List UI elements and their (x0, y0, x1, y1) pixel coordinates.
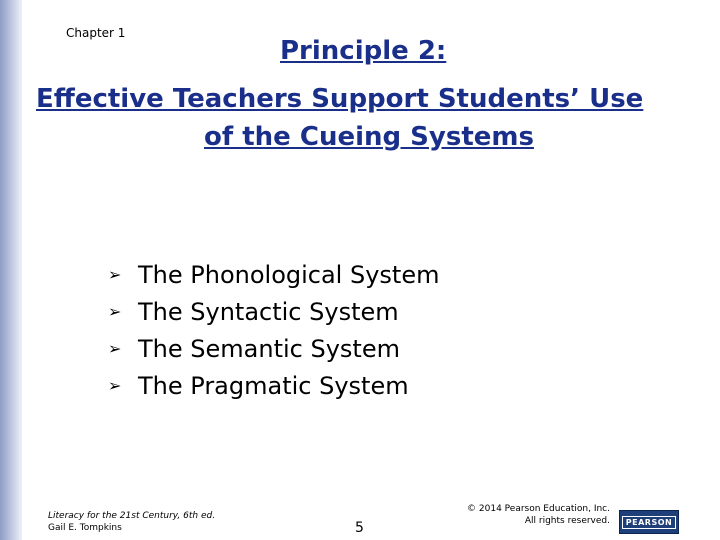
arrow-bullet-icon: ➢ (108, 376, 122, 395)
pearson-logo (619, 510, 679, 534)
copyright-notice (440, 503, 610, 527)
slide-title-line-2: Effective Teachers Support Students’ Use (36, 84, 644, 114)
decorative-side-bar (0, 0, 22, 540)
list-item (108, 256, 439, 293)
bullet-text: The Syntactic System (138, 297, 399, 326)
bullet-list (108, 256, 439, 404)
arrow-bullet-icon: ➢ (108, 302, 122, 321)
list-item (108, 330, 439, 367)
logo-text: PEARSON (622, 516, 676, 529)
slide-title-line-3: of the Cueing Systems (204, 122, 534, 152)
page-number: 5 (355, 520, 364, 536)
bullet-text: The Semantic System (138, 334, 400, 363)
bullet-text: The Phonological System (138, 260, 440, 289)
arrow-bullet-icon: ➢ (108, 339, 122, 358)
bullet-text: The Pragmatic System (138, 371, 409, 400)
list-item (108, 293, 439, 330)
list-item (108, 367, 439, 404)
book-title: Literacy for the 21st Century, 6th ed. (48, 511, 216, 521)
slide-title-line-1: Principle 2: (280, 36, 447, 66)
footer-book-info (48, 510, 215, 534)
chapter-label: Chapter 1 (66, 26, 126, 40)
arrow-bullet-icon: ➢ (108, 265, 122, 284)
copyright-line-1: © 2014 Pearson Education, Inc. (467, 504, 610, 514)
copyright-line-2: All rights reserved. (524, 516, 610, 526)
author-name: Gail E. Tompkins (48, 523, 122, 533)
